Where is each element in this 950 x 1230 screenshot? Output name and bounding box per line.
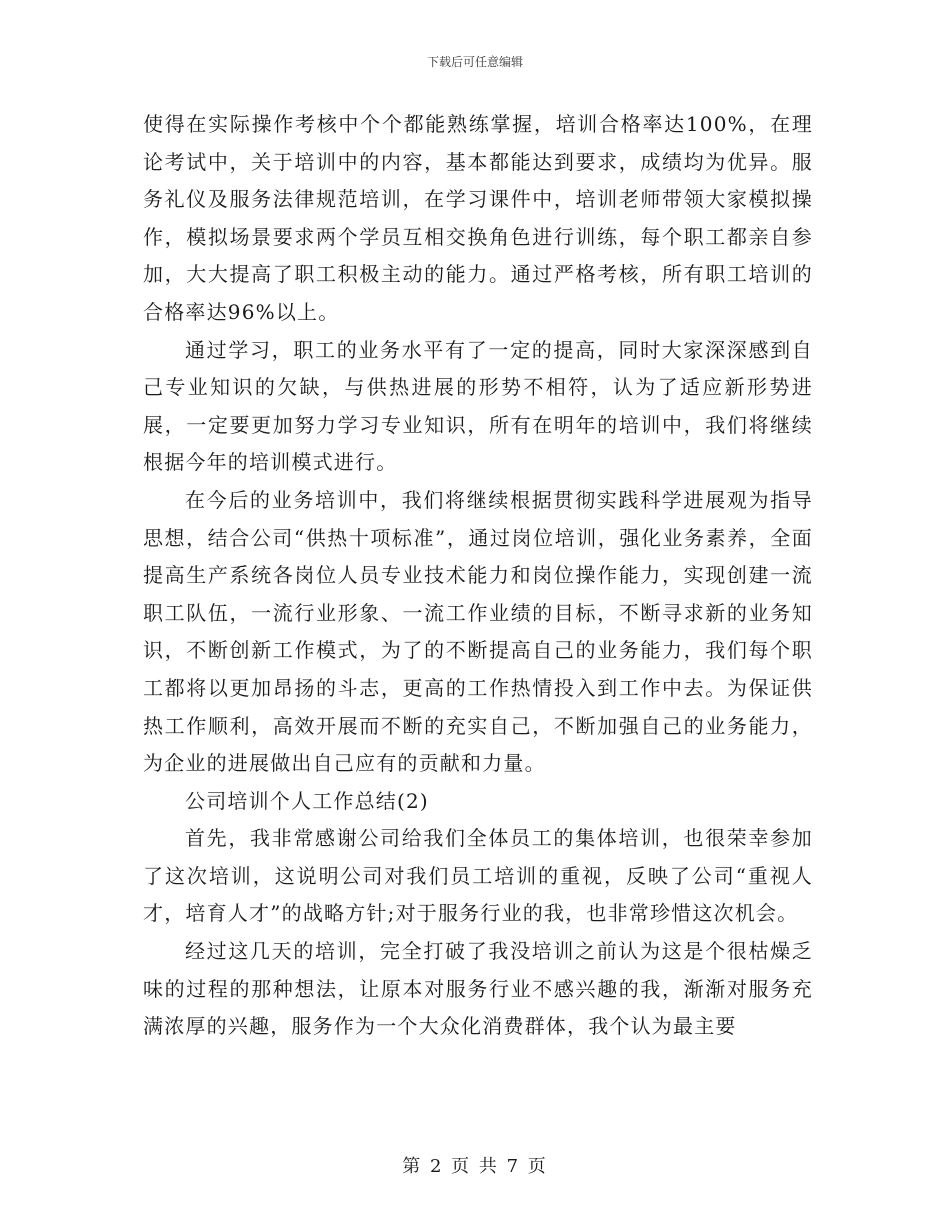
section-heading: 公司培训个人工作总结(2) bbox=[185, 788, 429, 813]
document-body bbox=[143, 106, 813, 1046]
paragraph: 经过这几天的培训，完全打破了我没培训之前认为这是个很枯燥乏味的过程的那种想法，让原本对服务行业不感兴趣的我，渐渐对服务充满浓厚的兴趣，服务作为一个大众化消费群体，我个认为最主要 bbox=[143, 939, 813, 1039]
page-number: 第 2 页 共 7 页 bbox=[402, 1156, 548, 1177]
paragraph: 在今后的业务培训中，我们将继续根据贯彻实践科学进展观为指导思想，结合公司“供热十项标准”，通过岗位培训，强化业务素养，全面提高生产系统各岗位人员专业技术能力和岗位操作能力，实现创建一流职工队伍，一流行业形象、一流工作业绩的目标，不断寻求新的业务知识，不断创新工作模式，为了的不断提高自己的业务能力，我们每个职工都将以更加昂扬的斗志，更高的工作热情投入到工作中去。为保证供热工作顺利，高效开展而不断的充实自己，不断加强自己的业务能力，为企业的进展做出自己应有的贡献和力量。 bbox=[143, 487, 813, 776]
paragraph: 通过学习，职工的业务水平有了一定的提高，同时大家深深感到自己专业知识的欠缺，与供热进展的形势不相符，认为了适应新形势进展，一定要更加努力学习专业知识，所有在明年的培训中，我们将继续根据今年的培训模式进行。 bbox=[143, 337, 813, 475]
paragraph-continued: 使得在实际操作考核中个个都能熟练掌握，培训合格率达100%，在理论考试中，关于培训中的内容，基本都能达到要求，成绩均为优异。服务礼仪及服务法律规范培训，在学习课件中，培训老师带领大家模拟操作，模拟场景要求两个学员互相交换角色进行训练，每个职工都亲自参加，大大提高了职工积极主动的能力。通过严格考核，所有职工培训的合格率达96%以上。 bbox=[143, 112, 813, 324]
header-note: 下载后可任意编辑 bbox=[426, 55, 523, 69]
paragraph: 首先，我非常感谢公司给我们全体员工的集体培训，也很荣幸参加了这次培训，这说明公司对我们员工培训的重视，反映了公司“重视人才，培育人才”的战略方针;对于服务行业的我，也非常珍惜这次机会。 bbox=[143, 826, 813, 926]
